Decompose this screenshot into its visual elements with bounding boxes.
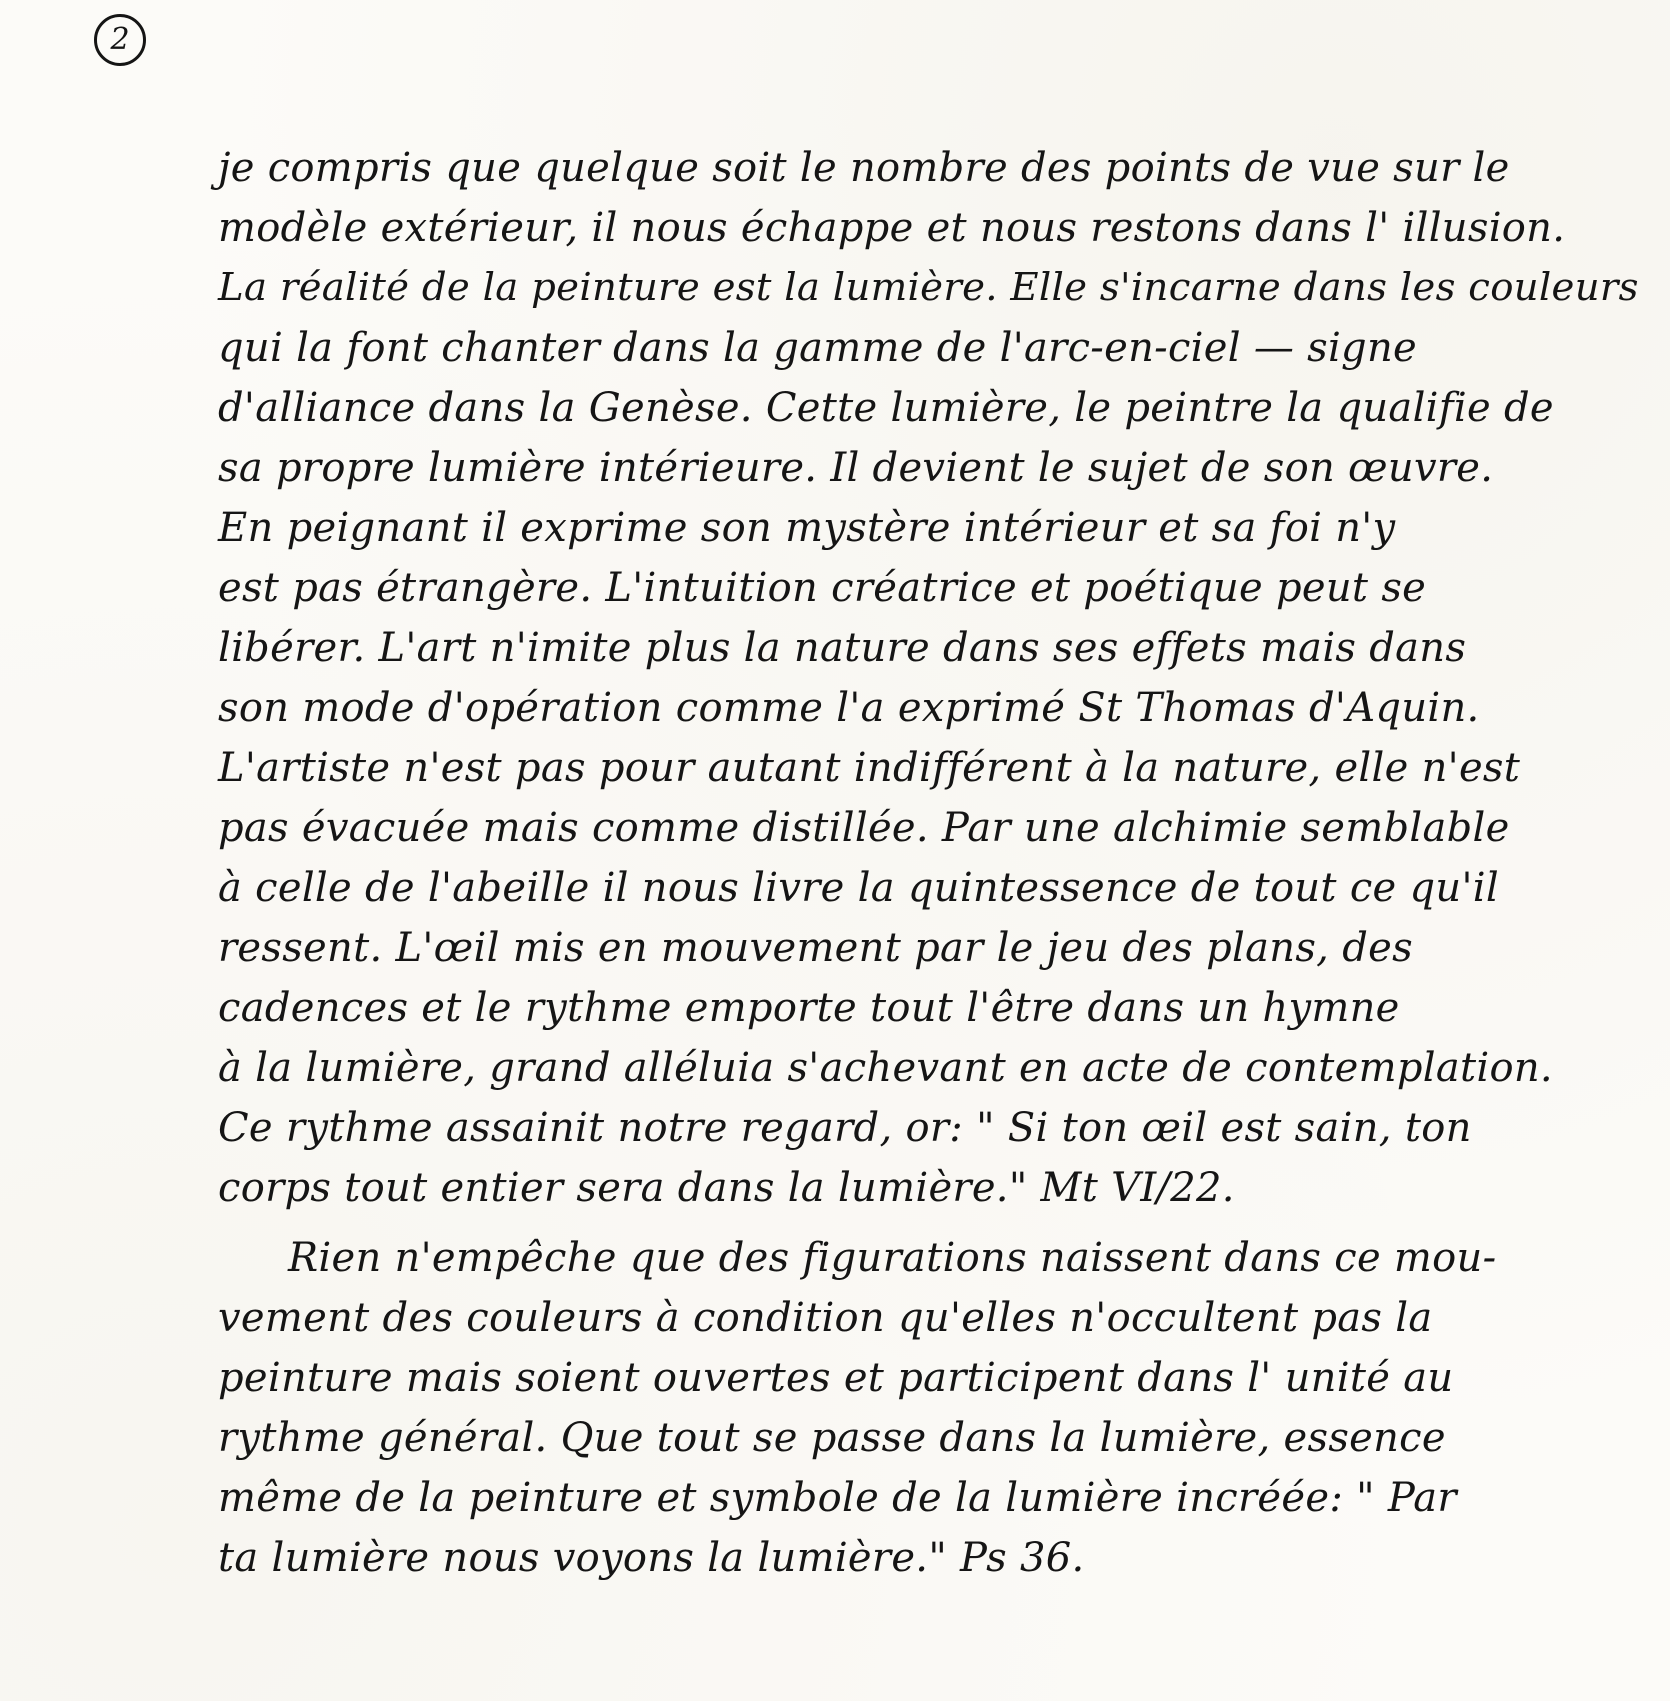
- text-line-8: est pas étrangère. L'intuition créatrice et poétique peut se: [218, 565, 1427, 611]
- text-line-4: qui la font chanter dans la gamme de l'arc-en-ciel — signe: [218, 325, 1418, 371]
- text-line-24: ta lumière nous voyons la lumière." Ps 36.: [218, 1535, 1085, 1581]
- text-line-11: L'artiste n'est pas pour autant indifférent à la nature, elle n'est: [218, 745, 1521, 791]
- text-line-6: sa propre lumière intérieure. Il devient le sujet de son œuvre.: [218, 445, 1494, 491]
- text-line-10: son mode d'opération comme l'a exprimé St Thomas d'Aquin.: [218, 685, 1480, 731]
- text-line-21: peinture mais soient ouvertes et participent dans l' unité au: [218, 1355, 1454, 1401]
- text-line-7: En peignant il exprime son mystère intérieur et sa foi n'y: [218, 505, 1396, 551]
- text-line-20: vement des couleurs à condition qu'elles n'occultent pas la: [218, 1295, 1433, 1341]
- text-line-17: Ce rythme assainit notre regard, or: " Si ton œil est sain, ton: [218, 1105, 1472, 1151]
- text-line-15: cadences et le rythme emporte tout l'être dans un hymne: [218, 985, 1400, 1031]
- text-line-5: d'alliance dans la Genèse. Cette lumière, le peintre la qualifie de: [218, 385, 1554, 431]
- text-line-23: même de la peinture et symbole de la lumière incréée: " Par: [218, 1475, 1457, 1521]
- page-number-circle: [94, 14, 146, 66]
- page-number: 2: [110, 22, 130, 57]
- text-line-3: La réalité de la peinture est la lumière. Elle s'incarne dans les couleurs: [218, 265, 1639, 310]
- text-line-1: je compris que quelque soit le nombre des points de vue sur le: [218, 145, 1510, 191]
- text-line-9: libérer. L'art n'imite plus la nature dans ses effets mais dans: [218, 625, 1467, 671]
- text-line-12: pas évacuée mais comme distillée. Par une alchimie semblable: [218, 805, 1510, 851]
- text-line-22: rythme général. Que tout se passe dans la lumière, essence: [218, 1415, 1446, 1461]
- text-line-14: ressent. L'œil mis en mouvement par le jeu des plans, des: [218, 925, 1413, 971]
- text-line-18: corps tout entier sera dans la lumière." Mt VI/22.: [218, 1165, 1235, 1211]
- text-line-16: à la lumière, grand alléluia s'achevant en acte de contemplation.: [218, 1045, 1553, 1091]
- text-line-19-indented: Rien n'empêche que des figurations naissent dans ce mou-: [288, 1235, 1497, 1281]
- text-line-2: modèle extérieur, il nous échappe et nous restons dans l' illusion.: [218, 205, 1566, 251]
- text-line-13: à celle de l'abeille il nous livre la quintessence de tout ce qu'il: [218, 865, 1499, 911]
